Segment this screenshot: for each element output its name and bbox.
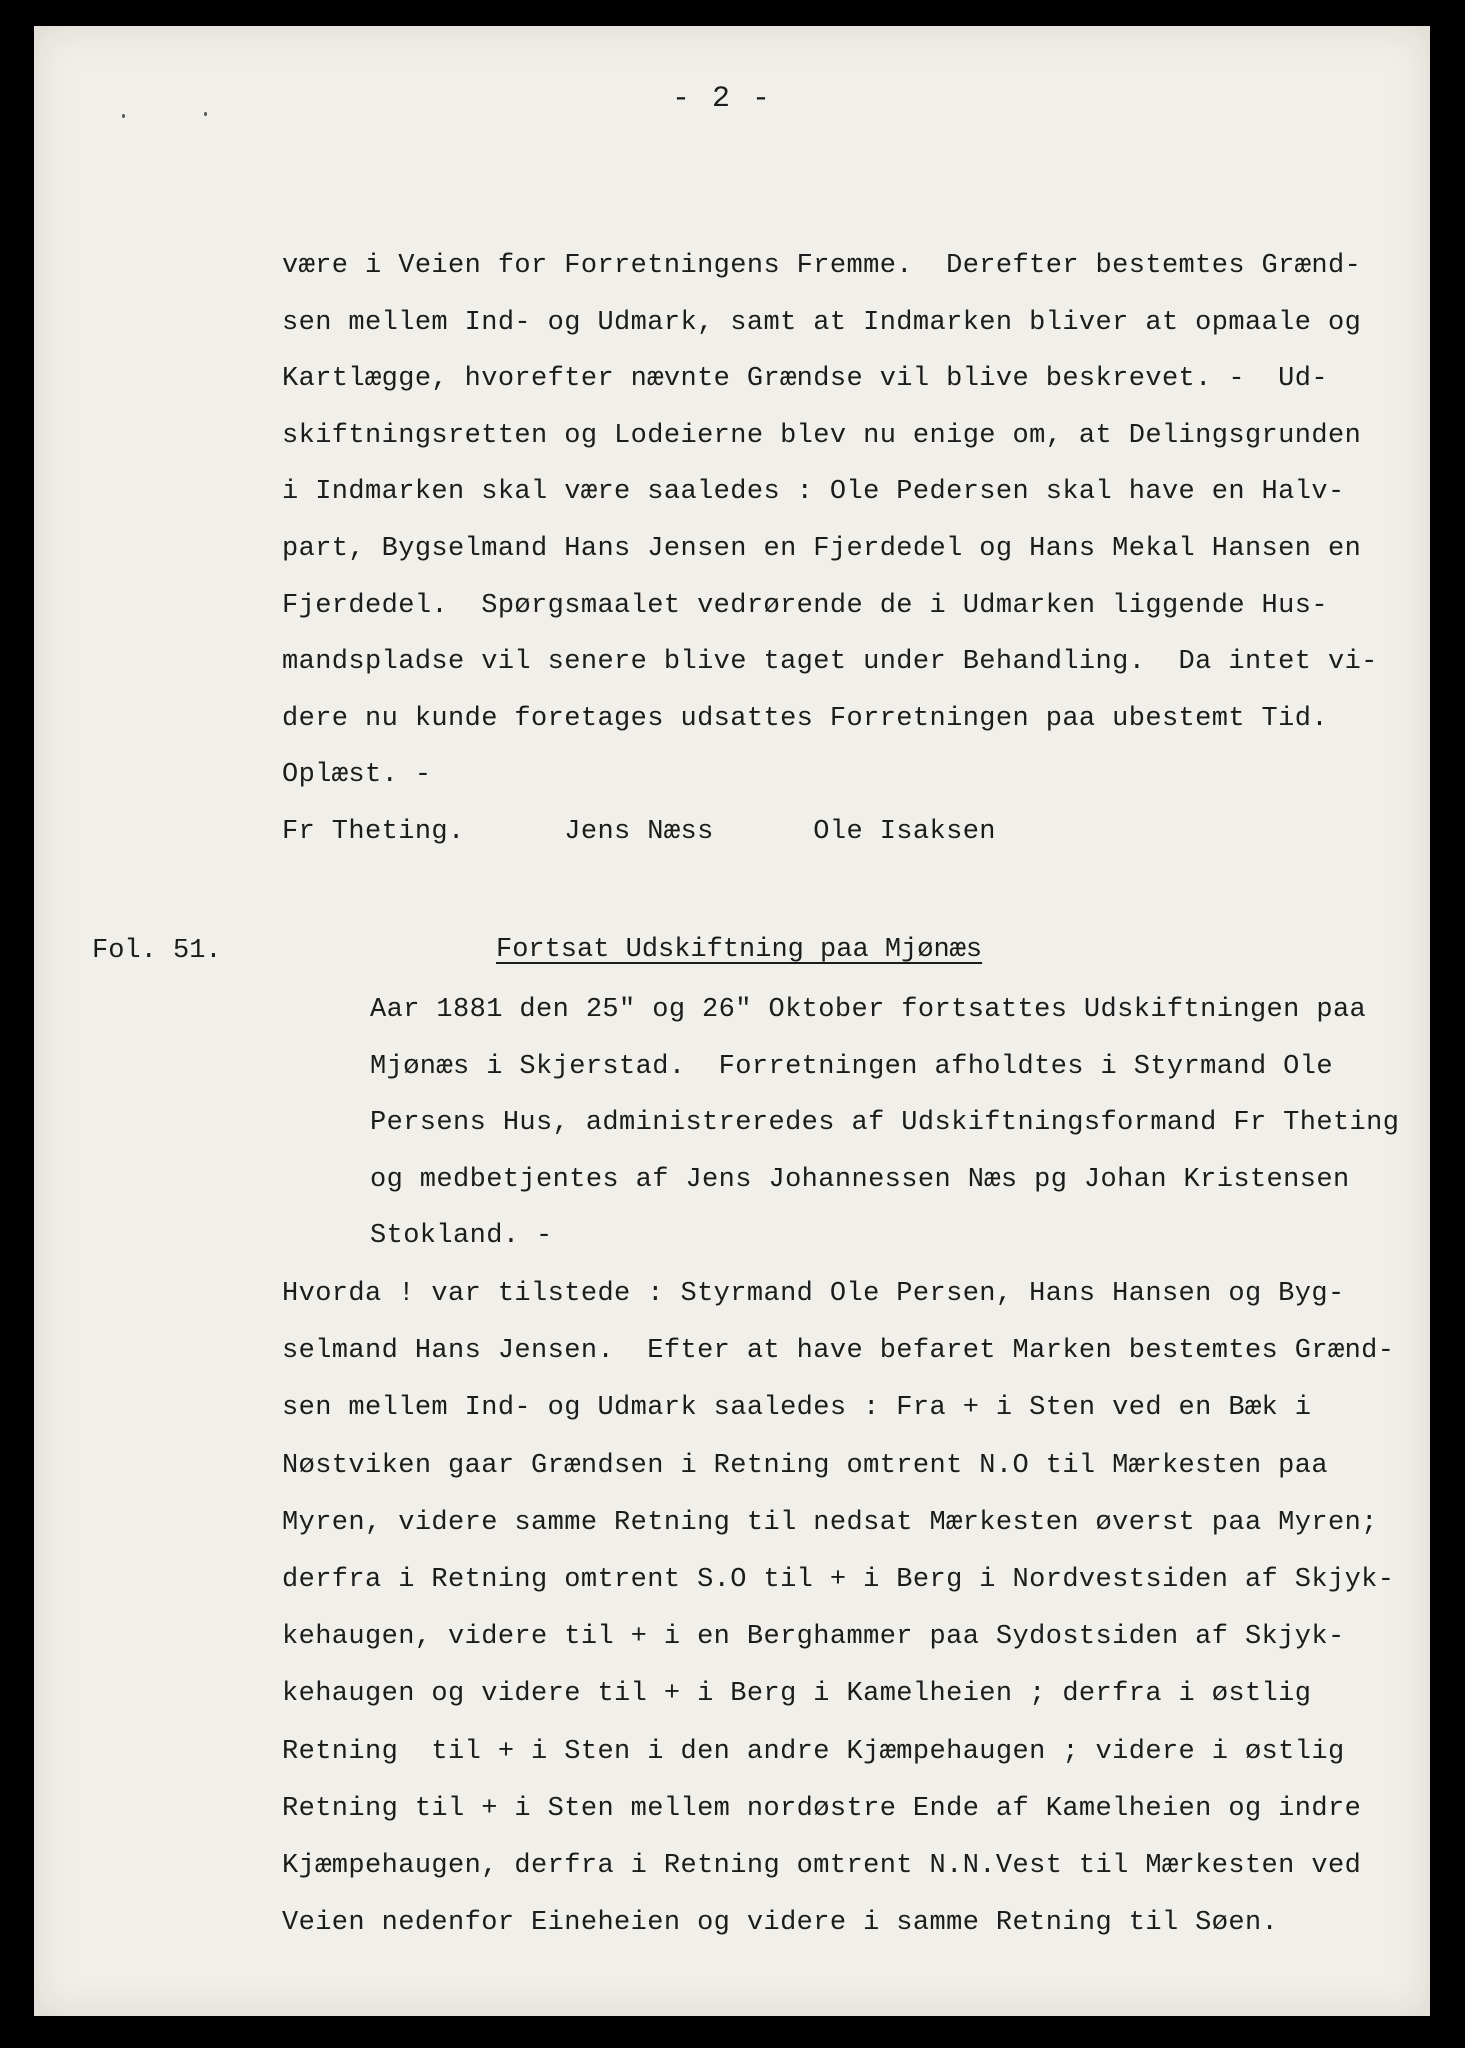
page-number: - 2 - [672, 82, 773, 116]
text-line: Retning til + i Sten i den andre Kjæmpehaugen ; videre i østlig [282, 1736, 1345, 1767]
text-line: derfra i Retning omtrent S.O til + i Berg i Nordvestsiden af Skjyk- [282, 1565, 1395, 1595]
document-page [34, 26, 1430, 2016]
text-line: mandspladse vil senere blive taget under Behandling. Da intet vi- [282, 647, 1378, 678]
text-line: Mjønæs i Skjerstad. Forretningen afholdtes i Styrmand Ole [370, 1051, 1333, 1082]
text-line: Kartlægge, hvorefter nævnte Grændse vil blive beskrevet. - Ud- [282, 364, 1328, 395]
text-line: skiftningsretten og Lodeierne blev nu enige om, at Delingsgrunden [282, 420, 1362, 451]
text-line: Nøstviken gaar Grændsen i Retning omtrent N.O til Mærkesten paa [282, 1450, 1328, 1481]
text-line: kehaugen og videre til + i Berg i Kamelheien ; derfra i østlig [282, 1679, 1312, 1710]
text-line: Stokland. - [370, 1221, 553, 1252]
text-line: og medbetjentes af Jens Johannessen Næs pg Johan Kristensen [370, 1164, 1350, 1195]
paper-speck [122, 114, 125, 118]
text-line: Kjæmpehaugen, derfra i Retning omtrent N.N.Vest til Mærkesten ved [282, 1851, 1362, 1881]
paper-speck [204, 112, 207, 116]
folio-number: Fol. 51. [92, 936, 222, 966]
text-line: selmand Hans Jensen. Efter at have befaret Marken bestemtes Grænd- [282, 1336, 1395, 1367]
section-heading: Fortsat Udskiftning paa Mjønæs [496, 935, 983, 965]
text-line: være i Veien for Forretningens Fremme. Derefter bestemtes Grænd- [282, 251, 1362, 281]
text-line: part, Bygselmand Hans Jensen en Fjerdedel og Hans Mekal Hansen en [282, 534, 1362, 564]
text-line: dere nu kunde foretages udsattes Forretningen paa ubestemt Tid. [282, 703, 1328, 734]
text-line: Retning til + i Sten mellem nordøstre Ende af Kamelheien og indre [282, 1793, 1362, 1824]
text-line: Fr Theting. Jens Næss Ole Isaksen [282, 817, 996, 847]
text-line: kehaugen, videre til + i en Berghammer paa Sydostsiden af Skjyk- [282, 1622, 1345, 1653]
text-line: Aar 1881 den 25" og 26" Oktober fortsattes Udskiftningen paa [370, 995, 1367, 1025]
text-line: Fjerdedel. Spørgsmaalet vedrørende de i Udmarken liggende Hus- [282, 590, 1328, 621]
text-line: Hvorda ! var tilstede : Styrmand Ole Persen, Hans Hansen og Byg- [282, 1279, 1345, 1309]
text-line: Veien nedenfor Eineheien og videre i samme Retning til Søen. [282, 1908, 1279, 1939]
text-line: Oplæst. - [282, 760, 432, 791]
text-line: Myren, videre samme Retning til nedsat Mærkesten øverst paa Myren; [282, 1507, 1378, 1538]
text-line: sen mellem Ind- og Udmark, samt at Indmarken bliver at opmaale og [282, 307, 1362, 338]
text-line: sen mellem Ind- og Udmark saaledes : Fra + i Sten ved en Bæk i [282, 1393, 1312, 1424]
text-line: i Indmarken skal være saaledes : Ole Pedersen skal have en Halv- [282, 477, 1345, 508]
text-line: Persens Hus, administreredes af Udskiftningsformand Fr Theting [370, 1108, 1400, 1139]
